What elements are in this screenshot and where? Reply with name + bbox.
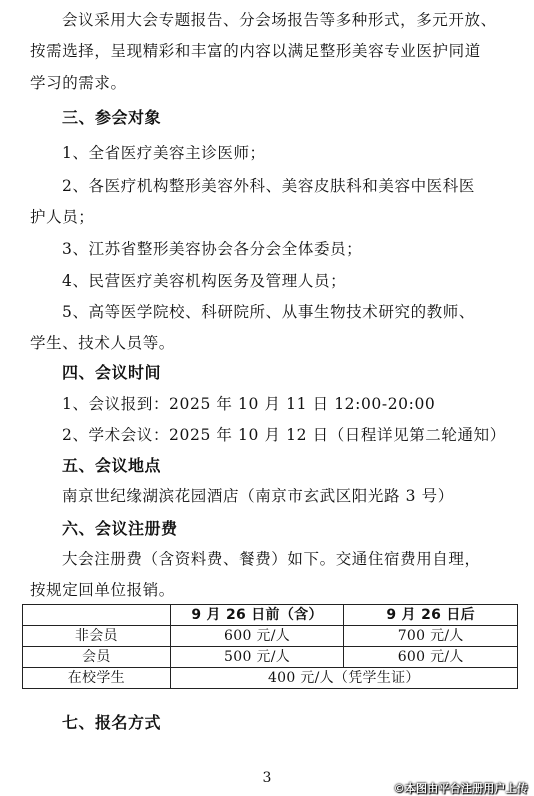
sec3-item-2: 2、各医疗机构整形美容外科、美容皮肤科和美容中医科医 xyxy=(62,177,475,195)
sec3-item-2-cont: 护人员； xyxy=(30,208,95,226)
table-header-blank xyxy=(23,605,171,626)
intro-line-3: 学习的需求。 xyxy=(30,74,127,92)
sec3-item-5: 5、高等医学院校、科研院所、从事生物技术研究的教师、 xyxy=(62,303,475,321)
sec3-item-4: 4、民营医疗美容机构医务及管理人员； xyxy=(62,272,347,290)
section-5-heading: 五、会议地点 xyxy=(62,456,162,475)
table-cell-merged: 400 元/人（凭学生证） xyxy=(170,668,517,689)
table-header-row xyxy=(23,605,518,626)
section-3-heading: 三、参会对象 xyxy=(62,108,162,127)
sec3-item-3: 3、江苏省整形美容协会各分会全体委员； xyxy=(62,240,363,258)
section-6-heading: 六、会议注册费 xyxy=(62,519,178,538)
table-cell: 非会员 xyxy=(23,626,171,647)
section-4-heading: 四、会议时间 xyxy=(62,363,162,382)
intro-line-2: 按需选择，呈现精彩和丰富的内容以满足整形美容专业医护同道 xyxy=(30,42,481,60)
table-row xyxy=(23,647,518,668)
sec3-item-1: 1、全省医疗美容主诊医师； xyxy=(62,144,266,162)
registration-fee-table xyxy=(22,604,518,689)
sec4-item-2: 2、学术会议：2025 年 10 月 12 日（日程详见第二轮通知） xyxy=(62,426,506,444)
table-header-before: 9 月 26 日前（含） xyxy=(170,605,344,626)
sec6-line-2: 按规定回单位报销。 xyxy=(30,581,175,599)
intro-line-1: 会议采用大会专题报告、分会场报告等多种形式，多元开放、 xyxy=(62,11,497,29)
table-cell: 会员 xyxy=(23,647,171,668)
table-cell: 在校学生 xyxy=(23,668,171,689)
platform-watermark: ©本图由平台注册用户上传 xyxy=(393,782,528,795)
table-row-student xyxy=(23,668,518,689)
page-number: 3 xyxy=(262,770,272,786)
sec4-item-1: 1、会议报到：2025 年 10 月 11 日 12:00-20:00 xyxy=(62,395,436,413)
table-cell: 500 元/人 xyxy=(170,647,344,668)
table-row xyxy=(23,626,518,647)
section-7-heading: 七、报名方式 xyxy=(62,713,162,732)
table-cell: 700 元/人 xyxy=(344,626,518,647)
table-cell: 600 元/人 xyxy=(344,647,518,668)
table-header-after: 9 月 26 日后 xyxy=(344,605,518,626)
table-cell: 600 元/人 xyxy=(170,626,344,647)
sec5-venue: 南京世纪缘湖滨花园酒店（南京市玄武区阳光路 3 号） xyxy=(62,487,454,505)
sec6-line-1: 大会注册费（含资料费、餐费）如下。交通住宿费用自理， xyxy=(62,550,481,568)
sec3-item-5-cont: 学生、技术人员等。 xyxy=(30,334,175,352)
